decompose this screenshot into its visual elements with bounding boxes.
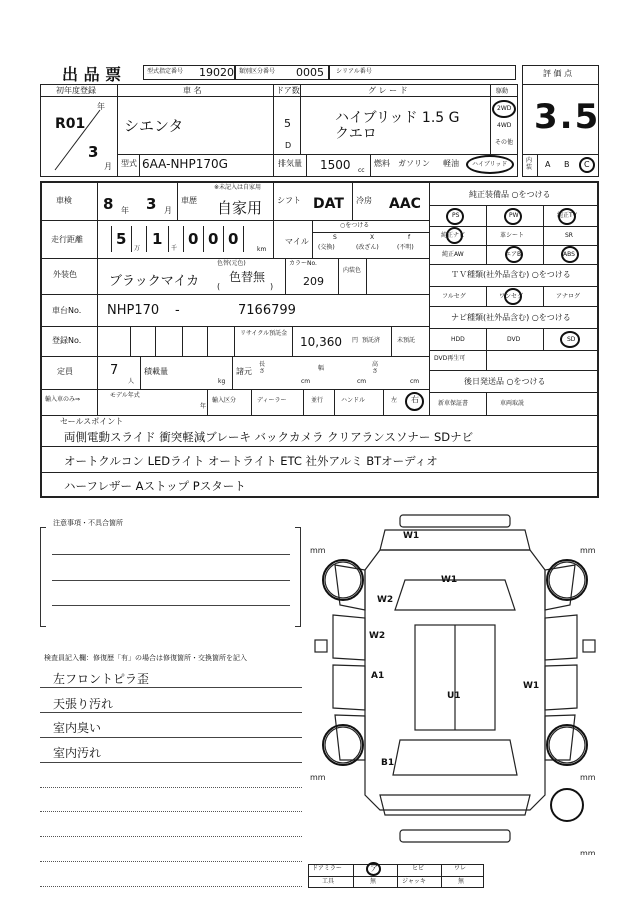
color-label: 外装色 [53,270,77,279]
load-unit: kg [218,378,226,385]
shift-label: シフト [277,196,301,205]
class-label: 類別区分番号 [239,68,276,75]
serial-label: シリアル番号 [336,68,372,75]
equip-tv: 純正TV [557,212,577,219]
drive-2wd: 2WD [497,105,512,112]
color-no-label: カラーNo. [289,260,317,267]
handle-left: 左 [391,397,398,404]
mileage-unit: km [257,246,267,253]
equip-tv-circle [558,208,576,225]
mm-label-3: mm [310,773,326,782]
recycle-unpaid: 未預託 [397,337,416,344]
fuel-diesel: 軽油 [443,159,459,168]
displacement-label: 排気量 [278,159,302,168]
reg-slash [50,100,110,175]
jack-label: ジャッキ [402,878,426,885]
mileage-digit-4: 0 [208,230,219,248]
equip-pw-circle [504,208,522,225]
score-value: 3.5 [534,97,601,137]
interior-b: B [564,160,570,169]
length-label: 長さ [259,361,266,375]
note-item-3: 室内臭い [53,721,102,735]
inspector-label: 検査員記入欄：修復歴「有」の場合は修復箇所・交換箇所を記入 [44,654,247,662]
equip-navi-circle [446,227,463,244]
equip-pw: PW [509,212,519,219]
sales-line-3: ハーフレザー Aストップ Pスタート [64,479,246,493]
equip-abs-circle [561,246,579,263]
repaint-paren-open: ( [217,282,221,291]
navi-hdd: HDD [451,336,465,343]
year-unit: 年 [97,102,105,111]
diag-u1: U1 [447,691,461,701]
equip-leather: 革シート [500,232,525,239]
equip-airbag-circle [505,246,523,263]
handle-label: ハンドル [341,397,366,404]
color-value: ブラックマイカ [109,274,200,289]
length-unit: cm [301,378,311,385]
month-unit: 月 [104,162,112,171]
history-label: 車歴 [181,196,197,205]
tv-fullseg: フルセグ [442,293,466,300]
equip-aw: 純正AW [442,251,464,258]
sales-line-2: オートクルコン LEDライト オートライト ETC 社外アルミ BTオーディオ [64,454,438,468]
height-label: 高さ [372,361,379,375]
diag-w2-left: W2 [377,595,394,605]
mileage-label: 走行距離 [51,235,83,244]
recycle-label: リサイクル預託金 [240,330,288,337]
navi-dvd: DVD [507,336,521,343]
equip-abs: ABS [563,251,575,258]
later-manual: 車両取説 [500,400,525,407]
load-label: 積載量 [144,367,168,376]
import-class-label: 輸入区分 [212,397,237,404]
note-item-1: 左フロントピラ歪 [53,672,150,686]
score-label: 評 価 点 [543,69,573,78]
drive-4wd: 4WD [497,122,512,129]
jack-value: 無 [458,878,465,885]
grade-line1: ハイブリッド 1.5 G [335,110,460,126]
first-reg-month: 3 [88,143,99,161]
diag-w1-center: W1 [441,575,458,585]
tv-oneseg: ワンセグ [499,293,524,300]
mirror-label: ドアミラー [312,865,342,872]
model-type-label: 型式 [121,159,137,168]
interior-color-label: 内装色 [343,267,362,274]
mileage-man: 万 [134,245,141,252]
sales-line-1: 両側電動スライド 衝突軽減ブレーキ バックカメラ クリアランスソナー SDナビ [64,430,474,444]
chassis-prefix: NHP170 [107,303,160,318]
equip-ps: PS [452,212,460,219]
drive-other: その他 [495,139,514,146]
inspection-year: 8 [103,195,114,213]
model-spec-value: 19020 [199,66,234,79]
chassis-dash: - [175,303,180,318]
equip-navi: 純正ナビ [441,232,466,239]
grade-line2: クエロ [335,126,377,142]
sales-points-label: セールスポイント [60,417,124,426]
recycle-unit: 円 [352,337,359,344]
mirror-circle [366,862,381,876]
chassis-number: 7166799 [238,303,296,318]
fuel-hybrid-circle [466,155,514,174]
mm-label-5: mm [580,849,596,855]
car-name-label: 車 名 [183,86,202,95]
inspection-label: 車検 [56,196,72,205]
model-year-unit: 年 [200,403,207,410]
handle-right: 右 [411,395,419,404]
navi-sd-circle [560,331,580,348]
mileage-sen: 千 [171,245,178,252]
fuel-gasoline: ガソリン [398,159,430,168]
model-year-label: モデル年式 [110,392,140,399]
width-label: 幅 [318,365,325,372]
meter-sym-s: S [333,234,337,241]
shift-value: DAT [313,196,344,212]
later-title: 後日発送品 ○をつける [464,377,546,386]
equip-ps-circle [446,208,464,225]
recycle-amount: 10,360 [300,335,342,349]
doors-value: 5 [284,117,291,130]
recycle-paid: 預託済 [362,337,381,344]
meter-unknown: (不明) [397,244,414,251]
caution-label: 注意事項・不具合箇所 [53,519,123,527]
crack-label: ヒビ [412,865,425,872]
later-warranty: 新車保証書 [438,400,469,407]
interior-c: C [584,160,590,169]
caution-bracket-left [40,527,46,627]
mark-note: ○をつける [340,222,370,229]
equip-sr: SR [565,232,573,239]
chassis-label: 車台No. [52,306,82,315]
dims-label: 諸元 [236,367,252,376]
width-unit: cm [357,378,367,385]
model-spec-label: 型式指定番号 [147,68,184,75]
navi-dvd-play: DVD再生可 [434,355,466,362]
note-item-4: 室内汚れ [53,746,102,760]
navi-sd: SD [567,336,576,343]
car-diagram [305,510,605,855]
diag-w1-top: W1 [403,531,420,541]
fuel-label: 燃料 [374,159,390,168]
grade-label: グ レ ー ド [368,86,408,95]
ac-label: 冷房 [356,196,372,205]
drive-2wd-circle [492,100,516,118]
meter-sym-x: X [370,234,375,241]
capacity-unit: 人 [128,378,135,385]
color-no: 209 [303,275,324,288]
repaint-paren-close: ) [270,282,274,291]
class-value: 0005 [296,66,324,79]
mileage-digit-1: 5 [116,230,127,248]
first-reg-label: 初年度登録 [56,86,96,95]
repaint-value: 色替無 [229,270,266,284]
fuel-hybrid: ハイブリッド [472,161,508,168]
mileage-digit-2: 1 [152,230,163,248]
equip-title: 純正装備品 ○をつける [469,190,551,199]
diag-b1: B1 [381,758,395,768]
mm-label-2: mm [580,546,596,555]
mm-label-1: mm [310,546,326,555]
dealer: ディーラー [257,397,287,404]
displacement-unit: cc [358,167,365,174]
history-note: ※未記入は自家用 [214,184,262,191]
class-box [235,65,329,80]
note-item-2: 天張り汚れ [53,697,114,711]
mileage-digit-3: 0 [188,230,199,248]
tv-analog: アナログ [556,293,581,300]
meter-exchange: (交換) [318,244,335,251]
serial-box [329,65,516,80]
displacement: 1500 [320,158,351,172]
meter-sym-f: f [408,234,411,241]
diag-w2-door: W2 [369,631,386,641]
ac-value: AAC [389,196,421,212]
import-label: 輸入車のみ⇒ [45,396,81,403]
diag-w1-right: W1 [523,681,540,691]
parallel: 並行 [311,397,324,404]
tools-label: 工具 [322,878,335,885]
capacity-value: 7 [110,363,119,378]
mirror-value: ア [370,864,378,873]
mile-label: マイル [285,237,309,246]
interior-a: A [545,160,551,169]
model-type: 6AA-NHP170G [142,157,228,171]
doors-label: ドア数 [276,86,300,95]
handle-right-circle [405,392,424,411]
meter-modified: (改ざん) [356,244,379,251]
interior-c-circle [579,157,595,173]
diag-a1: A1 [371,671,385,681]
doors-unit: D [285,141,292,150]
inspection-month: 3 [146,195,157,213]
repaint-label: 色替(元色) [217,260,246,267]
tools-value: 無 [370,878,377,885]
caution-bracket-right [295,527,301,627]
navi-type-title: ナビ種類(社外品含む) ○をつける [451,313,571,322]
mileage-digit-5: 0 [228,230,239,248]
first-reg-era: R01 [55,116,86,132]
inspection-year-unit: 年 [121,206,129,215]
sheet-title: 出 品 票 [62,65,122,84]
capacity-label: 定員 [57,367,73,376]
tv-oneseg-circle [504,288,522,305]
crack2-label: ワレ [454,865,467,872]
inspection-month-unit: 月 [164,206,172,215]
height-unit: cm [410,378,420,385]
car-name: シエンタ [124,117,184,135]
tv-type-title: ＴＶ種類(社外品含む) ○をつける [451,270,571,279]
history-value: 自家用 [217,199,263,217]
equip-airbag: エアB [505,251,522,258]
mm-label-4: mm [580,773,596,782]
interior-label: 内装 [526,157,533,171]
reg-no-label: 登録No. [52,336,82,345]
drive-label: 駆動 [496,88,509,95]
model-spec-box [143,65,235,80]
